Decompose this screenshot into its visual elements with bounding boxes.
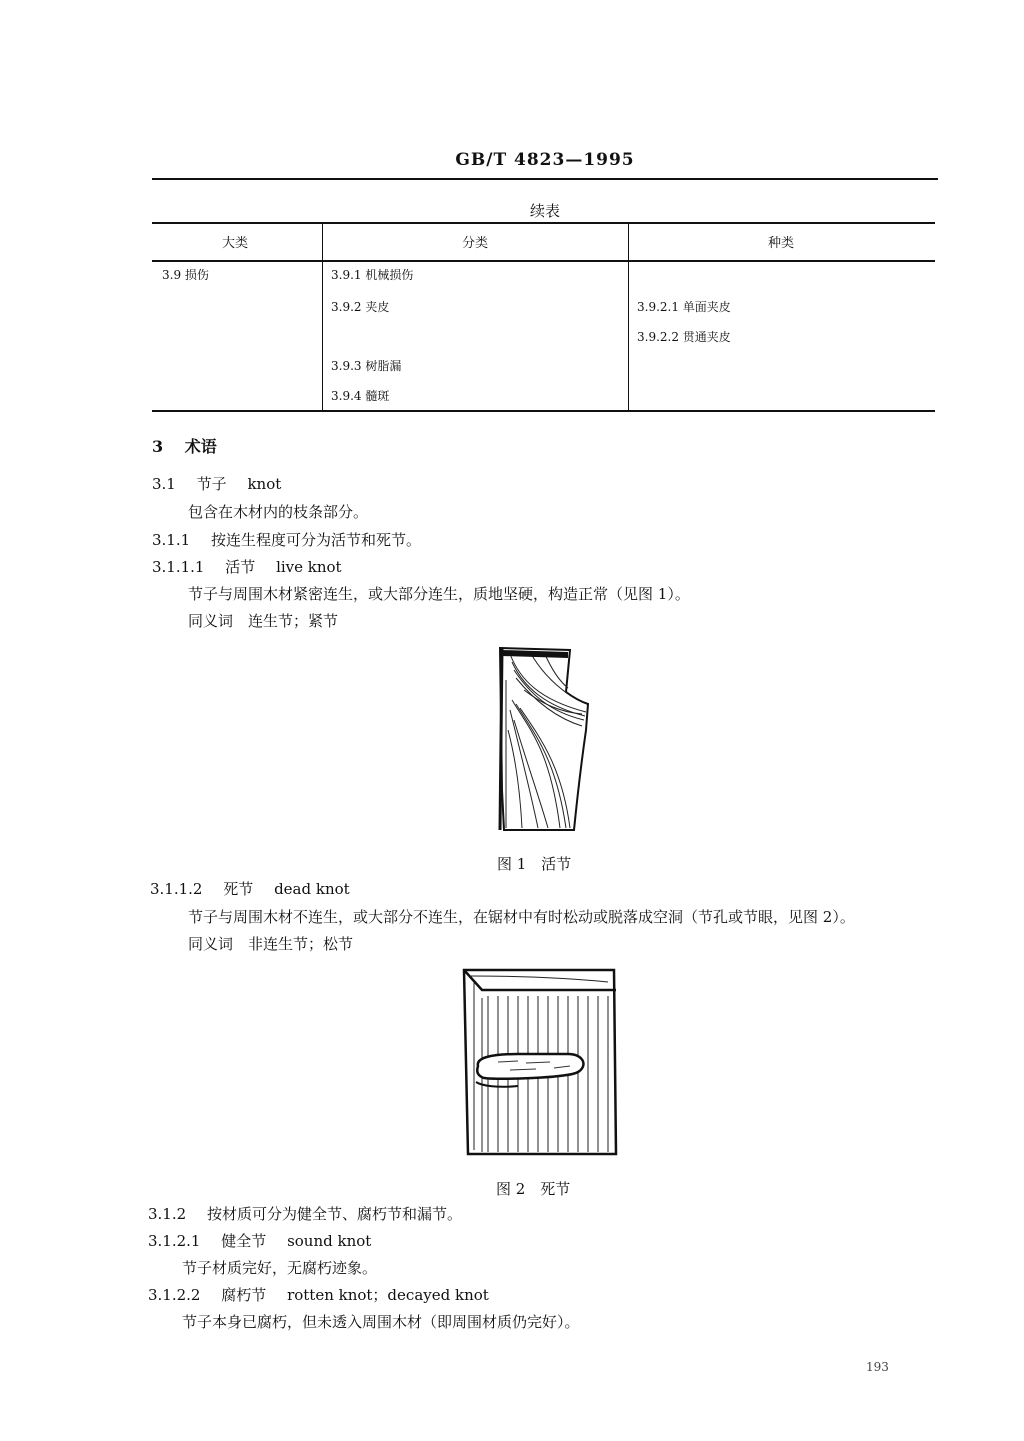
table-header-cell: 分类 xyxy=(462,236,489,251)
table-caption: 续表 xyxy=(529,202,560,220)
definition-text: 节子与周围木材紧密连生，或大部分连生，质地坚硬，构造正常（见图 1）。 xyxy=(188,585,690,603)
page-number: 193 xyxy=(866,1360,889,1374)
table-cell: 3.9 损伤 xyxy=(162,268,209,282)
table-col-divider xyxy=(322,222,323,411)
clause-number: 3.1.1 xyxy=(152,531,191,549)
figure-2-caption: 图 2 死节 xyxy=(496,1180,571,1198)
synonym-text: 同义词 非连生节；松节 xyxy=(188,935,354,953)
clause xyxy=(148,1203,462,1224)
figure-2-dead-knot-drawing xyxy=(458,962,624,1160)
figure-1-caption: 图 1 活节 xyxy=(497,855,572,873)
term-cn: 腐朽节 xyxy=(221,1286,267,1304)
definition-text: 节子与周围木材不连生，或大部分不连生，在锯材中有时松动或脱落成空洞（节孔或节眼，见图 2）。 xyxy=(188,908,855,926)
term-entry xyxy=(152,556,342,577)
term-en: knot xyxy=(247,475,282,493)
table-top-rule xyxy=(152,222,935,224)
term-entry xyxy=(150,878,350,899)
clause-number: 3.1.2.2 xyxy=(148,1286,201,1304)
table-cell: 3.9.4 髓斑 xyxy=(331,389,390,403)
table-cell: 3.9.2.1 单面夹皮 xyxy=(637,300,731,314)
synonym-text: 同义词 连生节；紧节 xyxy=(188,612,339,630)
section-title: 术语 xyxy=(184,437,217,456)
term-en: dead knot xyxy=(274,880,350,898)
table-header-cell: 大类 xyxy=(222,236,249,251)
section-heading xyxy=(152,434,217,457)
term-entry xyxy=(148,1230,371,1251)
term-en: sound knot xyxy=(287,1232,372,1250)
clause-number: 3.1.2 xyxy=(148,1205,187,1223)
table-cell: 3.9.2 夹皮 xyxy=(331,300,390,314)
figure-1-live-knot-drawing xyxy=(490,640,602,838)
table-bottom-rule xyxy=(152,410,935,412)
clause-number: 3.1 xyxy=(152,475,176,493)
term-cn: 节子 xyxy=(196,475,227,493)
table-cell: 3.9.3 树脂漏 xyxy=(331,359,402,373)
section-number: 3 xyxy=(152,437,164,456)
term-en: rotten knot；decayed knot xyxy=(287,1286,489,1304)
clause-text: 按材质可分为健全节、腐朽节和漏节。 xyxy=(206,1205,462,1223)
term-en: live knot xyxy=(276,558,342,576)
table-header-cell: 种类 xyxy=(768,236,795,251)
clause xyxy=(152,529,421,550)
term-cn: 死节 xyxy=(223,880,254,898)
definition-text: 节子本身已腐朽，但未透入周围木材（即周围材质仍完好）。 xyxy=(182,1313,580,1331)
definition-text: 包含在木材内的枝条部分。 xyxy=(188,503,369,521)
clause-number: 3.1.1.2 xyxy=(150,880,203,898)
definition-text: 节子材质完好，无腐朽迹象。 xyxy=(182,1259,378,1277)
header-rule xyxy=(152,178,938,180)
term-entry xyxy=(152,473,281,494)
term-entry xyxy=(148,1284,489,1305)
clause-text: 按连生程度可分为活节和死节。 xyxy=(210,531,421,549)
table-cell: 3.9.1 机械损伤 xyxy=(331,268,414,282)
term-cn: 活节 xyxy=(225,558,256,576)
standard-number: GB/T 4823—1995 xyxy=(455,150,635,170)
table-cell: 3.9.2.2 贯通夹皮 xyxy=(637,330,731,344)
clause-number: 3.1.1.1 xyxy=(152,558,205,576)
table-col-divider xyxy=(628,222,629,411)
clause-number: 3.1.2.1 xyxy=(148,1232,201,1250)
term-cn: 健全节 xyxy=(221,1232,267,1250)
table-header-rule xyxy=(152,260,935,262)
